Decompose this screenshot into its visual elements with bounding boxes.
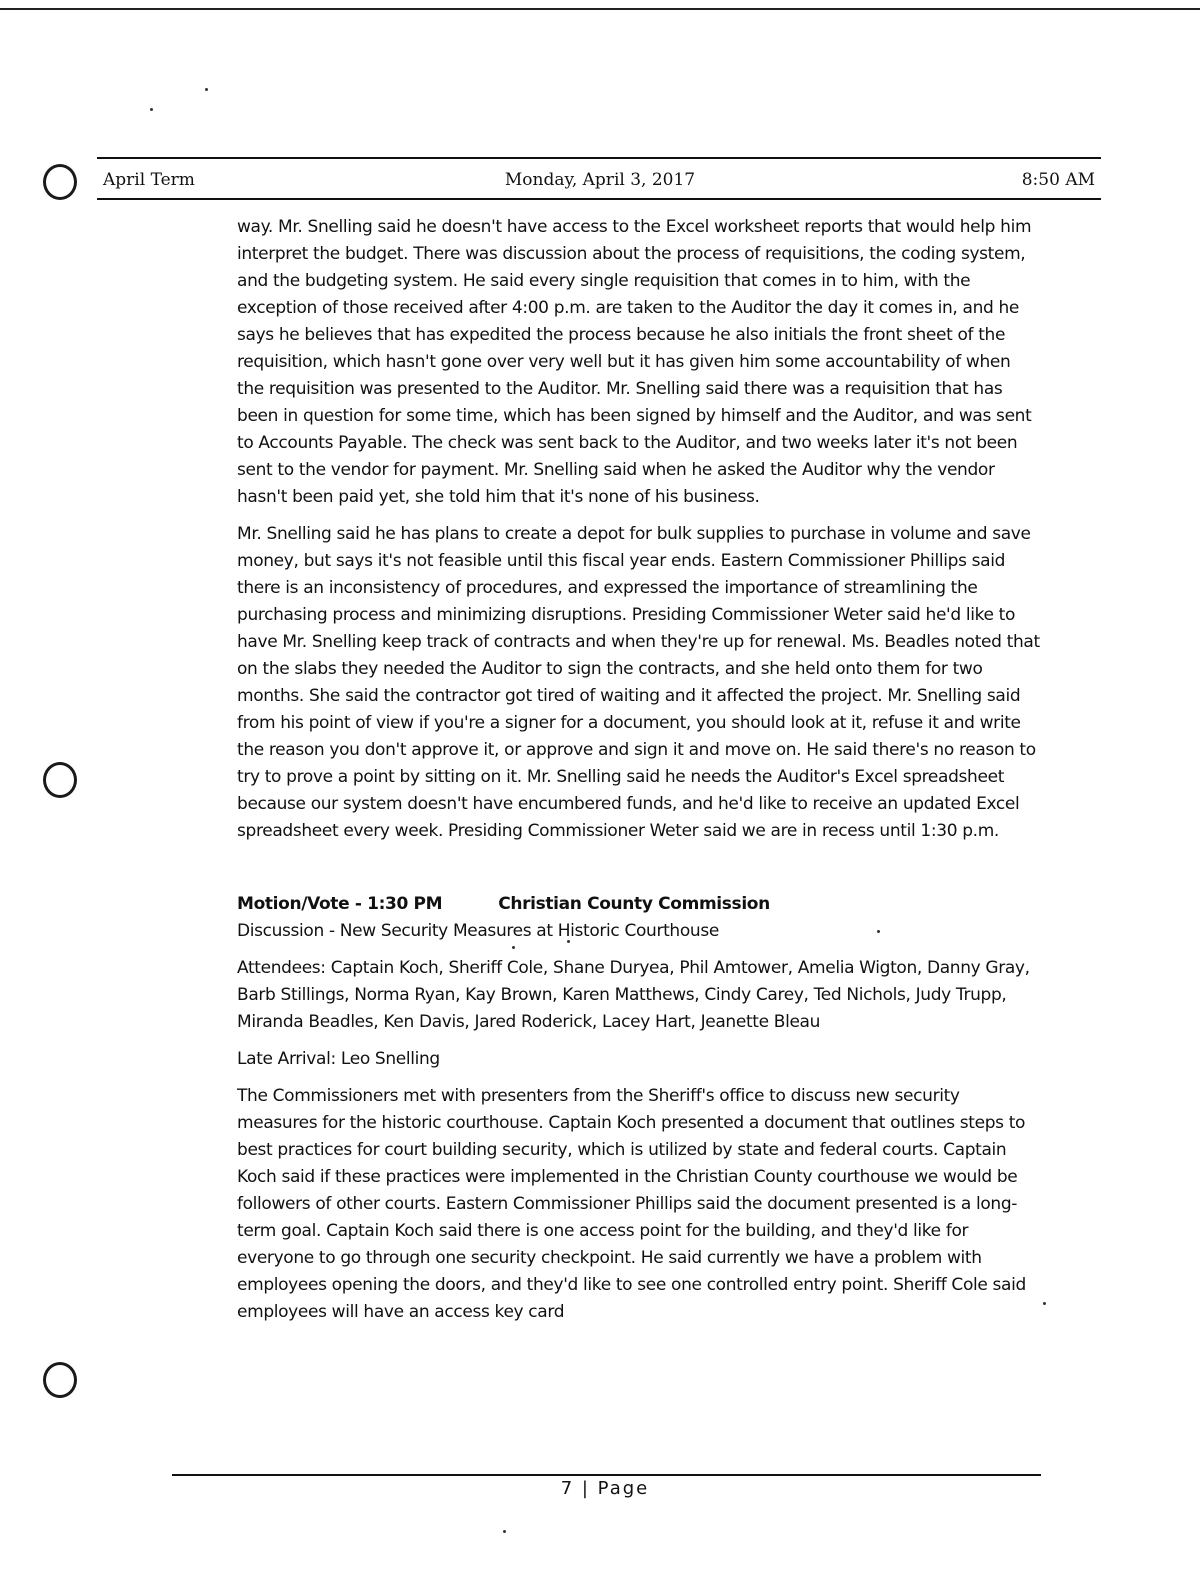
header-term: April Term — [103, 170, 195, 190]
discussion-topic: Discussion - New Security Measures at Historic Courthouse — [237, 921, 719, 941]
footer-rule — [172, 1474, 1041, 1476]
attendees-list: Attendees: Captain Koch, Sheriff Cole, Shane Duryea, Phil Amtower, Amelia Wigton, Danny Gray, Barb Stillings, Norma Ryan, Kay Brown, Karen Matthews, Cindy Carey, Ted Nichols, Judy Trupp, Miranda Beadles, Ken Davis, Jared Roderick, Lacey Hart, Jeanette Bleau — [237, 958, 1030, 1032]
motion-body: Christian County Commission — [498, 894, 770, 914]
punch-hole-bottom — [43, 1362, 77, 1398]
scan-speck — [503, 1530, 506, 1533]
header-date: Monday, April 3, 2017 — [504, 170, 696, 190]
paragraph-security: The Commissioners met with presenters from the Sheriff's office to discuss new security measures for the historic courthouse. Captain Koch presented a document that outlines steps to best practices for court building security, which is utilized by state and federal courts. Captain Koch said if these practices were implemented in the Christian County courthouse we would be followers of other courts. Eastern Commissioner Phillips said the document presented is a long-term goal. Captain Koch said there is one access point for the building, and they'd like for everyone to go through one security checkpoint. He said currently we have a problem with employees opening the doors, and they'd like to see one controlled entry point. Sheriff Cole said employees will have an access key card — [237, 1086, 1026, 1322]
scan-speck — [1043, 1302, 1046, 1305]
minutes-body — [237, 214, 1042, 1336]
motion-heading — [237, 891, 1042, 918]
page-number: 7 | Page — [560, 1478, 650, 1499]
scan-speck — [205, 88, 208, 91]
header-rule-bottom — [97, 198, 1101, 200]
scan-speck — [150, 108, 153, 111]
header-time: 8:50 AM — [1021, 170, 1095, 190]
punch-hole-middle — [43, 762, 77, 798]
motion-label: Motion/Vote - 1:30 PM — [237, 894, 443, 914]
paragraph-budget: way. Mr. Snelling said he doesn't have access to the Excel worksheet reports that would help him interpret the budget. There was discussion about the process of requisitions, the coding system, and the budgeting system. He said every single requisition that comes in to him, with the exception of those received after 4:00 p.m. are taken to the Auditor the day it comes in, and he says he believes that has expedited the process because he also initials the front sheet of the requisition, which hasn't gone over very well but it has given him some accountability of when the requisition was presented to the Auditor. Mr. Snelling said there was a requisition that has been in question for some time, which has been signed by himself and the Auditor, and was sent to Accounts Payable. The check was sent back to the Auditor, and two weeks later it's not been sent to the vendor for payment. Mr. Snelling said when he asked the Auditor why the vendor hasn't been paid yet, she told him that it's none of his business. — [237, 217, 1032, 507]
paragraph-depot: Mr. Snelling said he has plans to create a depot for bulk supplies to purchase in volume and save money, but says it's not feasible until this fiscal year ends. Eastern Commissioner Phillips said there is an inconsistency of procedures, and expressed the importance of streamlining the purchasing process and minimizing disruptions. Presiding Commissioner Weter said he'd like to have Mr. Snelling keep track of contracts and when they're up for renewal. Ms. Beadles noted that on the slabs they needed the Auditor to sign the contracts, and she held onto them for two months. She said the contractor got tired of waiting and it affected the project. Mr. Snelling said from his point of view if you're a signer for a document, you should look at it, refuse it and write the reason you don't approve it, or approve and sign it and move on. He said there's no reason to try to prove a point by sitting on it. Mr. Snelling said he needs the Auditor's Excel spreadsheet because our system doesn't have encumbered funds, and he'd like to receive an updated Excel spreadsheet every week. Presiding Commissioner Weter said we are in recess until 1:30 p.m. — [237, 524, 1040, 841]
header-rule-top — [97, 157, 1101, 159]
late-arrival: Late Arrival: Leo Snelling — [237, 1049, 440, 1069]
page-top-edge — [0, 8, 1200, 10]
